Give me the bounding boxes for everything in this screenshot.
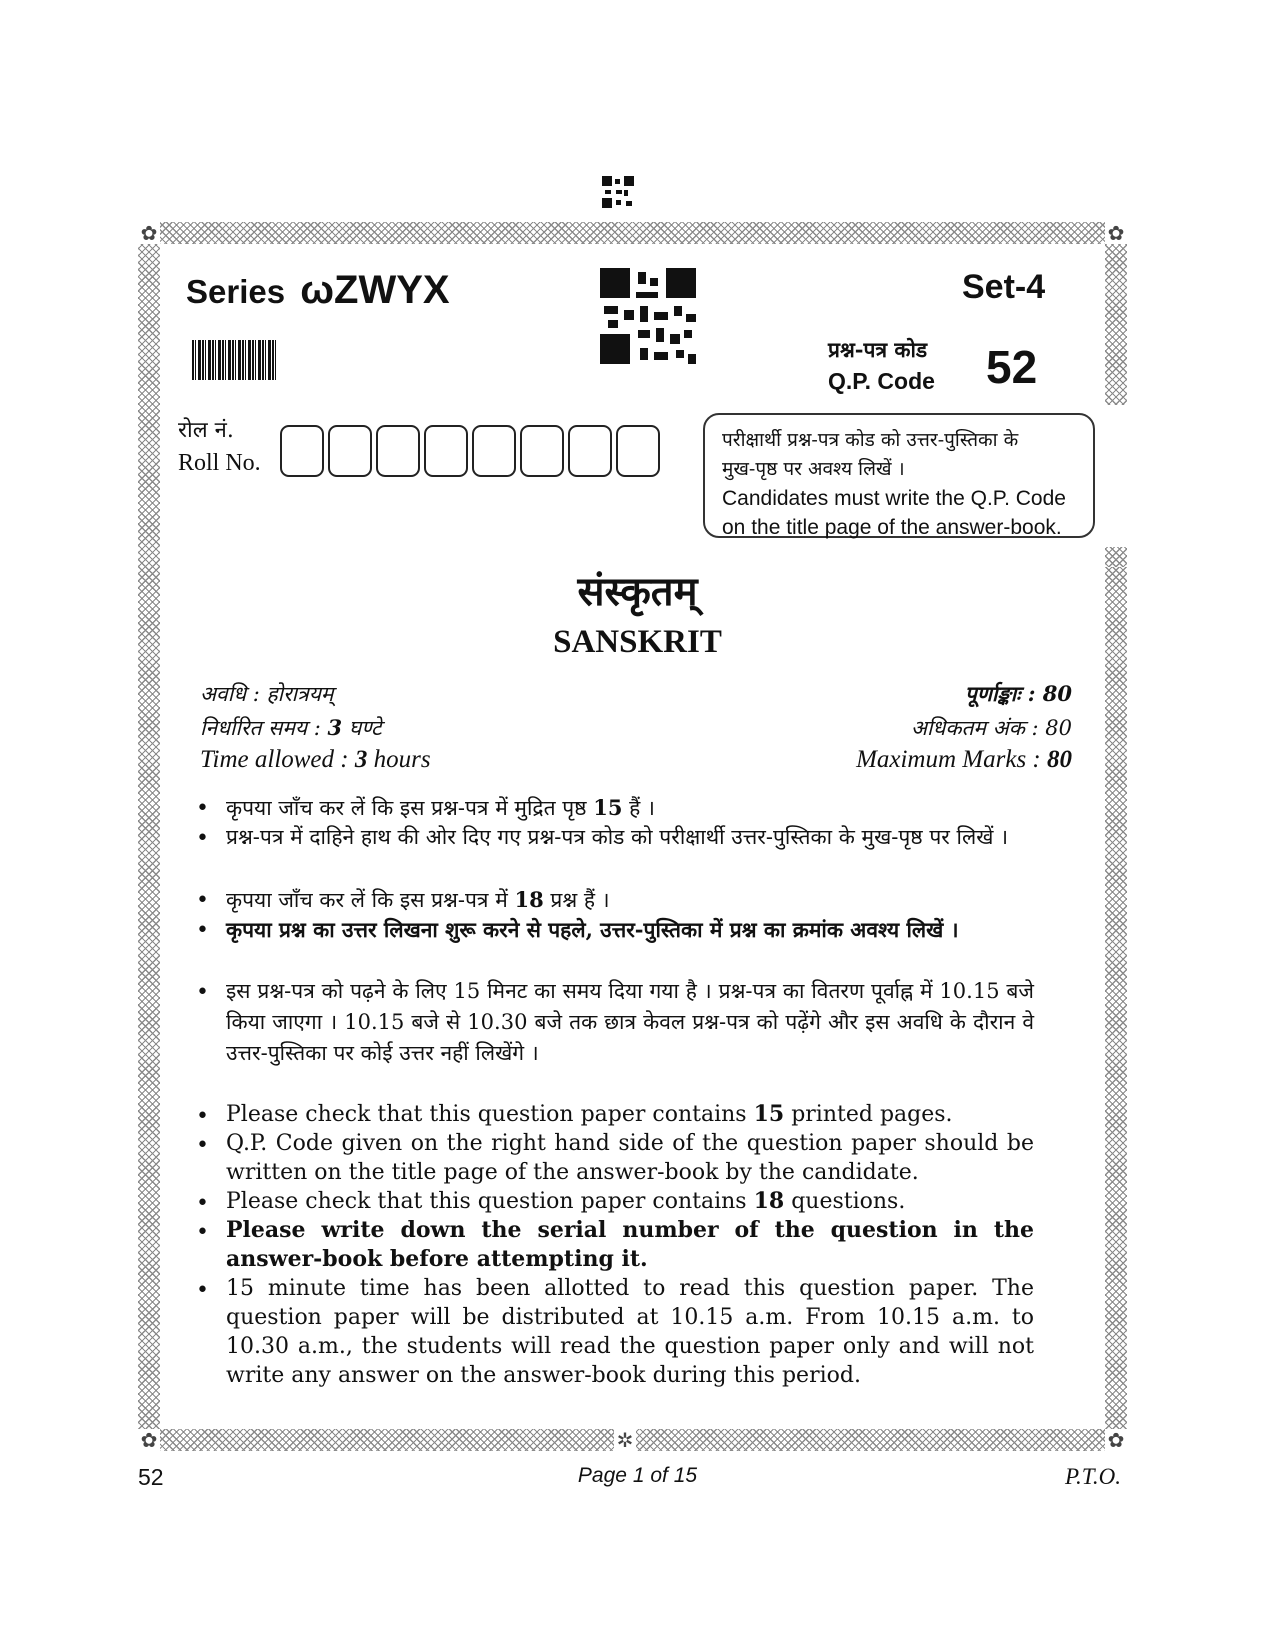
top-qr-code bbox=[602, 176, 634, 208]
candidate-note-hindi-1: परीक्षार्थी प्रश्न-पत्र कोड को उत्तर-पुस्तिका के bbox=[722, 429, 1019, 451]
ornamental-border: ✿ ✿ ✿ ✿ ✲ bbox=[138, 222, 1127, 1451]
bullet: • bbox=[196, 1278, 209, 1303]
subject-hindi: संस्कृतम् bbox=[577, 568, 698, 615]
roll-label-english: Roll No. bbox=[178, 450, 261, 476]
roll-box[interactable] bbox=[376, 425, 420, 477]
candidate-note-english-1: Candidates must write the Q.P. Code bbox=[722, 487, 1066, 510]
bullet: • bbox=[196, 1191, 209, 1216]
set-number: Set-4 bbox=[962, 268, 1046, 306]
marks-english: Maximum Marks : 80 bbox=[856, 746, 1072, 773]
instruction-en-4: Please write down the serial number of the question in the answer-book before attempting it. bbox=[226, 1217, 1034, 1272]
qp-code-label-hindi: प्रश्न-पत्र कोड bbox=[828, 337, 928, 362]
instruction-hi-4: कृपया प्रश्न का उत्तर लिखना शुरू करने से पहले, उत्तर-पुस्तिका में प्रश्न का क्रमांक अवश्य लिखें । bbox=[226, 917, 959, 942]
bullet: • bbox=[196, 1133, 209, 1158]
instruction-hi-2: प्रश्न-पत्र में दाहिने हाथ की ओर दिए गए प्रश्न-पत्र कोड को परीक्षार्थी उत्तर-पुस्तिका के मुख-पृष्ठ पर लिखें । bbox=[226, 825, 1009, 849]
roll-box[interactable] bbox=[520, 425, 564, 477]
marks-sanskrit: पूर्णाङ्काः : 80 bbox=[964, 681, 1072, 706]
series-label: Series ωZWYX bbox=[186, 268, 450, 312]
instruction-en-5: 15 minute time has been allotted to read this question paper. The question paper will be distributed at 10.15 a.m. From 10.15 a.m. to 10.30 a.m., the students will read the question paper only and will not write any answer on the answer-book during this period. bbox=[226, 1276, 1034, 1388]
roll-box[interactable] bbox=[424, 425, 468, 477]
footer-pto: P.T.O. bbox=[1064, 1464, 1121, 1489]
roll-box[interactable] bbox=[328, 425, 372, 477]
bullet: • bbox=[196, 1104, 209, 1129]
footer-qp-code: 52 bbox=[138, 1464, 164, 1490]
instruction-hi-3: कृपया जाँच कर लें कि इस प्रश्न-पत्र में 18 प्रश्न हैं । bbox=[226, 887, 610, 912]
qp-code-value: 52 bbox=[986, 341, 1038, 393]
subject-english: SANSKRIT bbox=[553, 624, 722, 660]
marks-hindi: अधिकतम अंक : 80 bbox=[910, 716, 1072, 740]
roll-box[interactable] bbox=[568, 425, 612, 477]
bullet: • bbox=[196, 918, 209, 943]
bullet: • bbox=[196, 826, 209, 851]
barcode bbox=[192, 340, 278, 380]
instruction-en-3: Please check that this question paper contains 18 questions. bbox=[226, 1188, 906, 1214]
qp-qr-code bbox=[600, 268, 696, 364]
footer-page-number: Page 1 of 15 bbox=[577, 1464, 698, 1487]
bullet: • bbox=[196, 980, 209, 1005]
instruction-en-1: Please check that this question paper contains 15 printed pages. bbox=[226, 1101, 953, 1127]
instruction-hi-5: इस प्रश्न-पत्र को पढ़ने के लिए 15 मिनट का समय दिया गया है । प्रश्न-पत्र का वितरण पूर्वाह्न में 10.15 बजे किया जाएगा । 10.15 बजे से 10.30 बजे तक छात्र केवल प्रश्न-पत्र को पढ़ेंगे और इस अवधि के दौरान वे उत्तर-पुस्तिका पर कोई उत्तर नहीं लिखेंगे । bbox=[226, 979, 1034, 1065]
instruction-hi-1: कृपया जाँच कर लें कि इस प्रश्न-पत्र में मुद्रित पृष्ठ 15 हैं । bbox=[226, 795, 655, 820]
bullet: • bbox=[196, 1220, 209, 1245]
roll-box[interactable] bbox=[616, 425, 660, 477]
bullet: • bbox=[196, 796, 209, 821]
instruction-en-2: Q.P. Code given on the right hand side of the question paper should be written on the title page of the answer-book by the candidate. bbox=[226, 1131, 1034, 1185]
candidate-note-english-2: on the title page of the answer-book. bbox=[722, 516, 1062, 539]
qp-code-label-english: Q.P. Code bbox=[828, 368, 935, 394]
candidate-note-hindi-2: मुख-पृष्ठ पर अवश्य लिखें । bbox=[722, 458, 905, 480]
roll-label-hindi: रोल नं. bbox=[178, 418, 234, 443]
duration-hindi: अवधि : होरात्रयम् bbox=[200, 682, 334, 706]
roll-box[interactable] bbox=[472, 425, 516, 477]
series-value: ωZWYX bbox=[300, 268, 450, 312]
time-hindi: निर्धारित समय : 3 घण्टे bbox=[200, 715, 382, 740]
time-english: Time allowed : 3 hours bbox=[200, 746, 431, 773]
bullet: • bbox=[196, 888, 209, 913]
roll-box[interactable] bbox=[280, 425, 324, 477]
